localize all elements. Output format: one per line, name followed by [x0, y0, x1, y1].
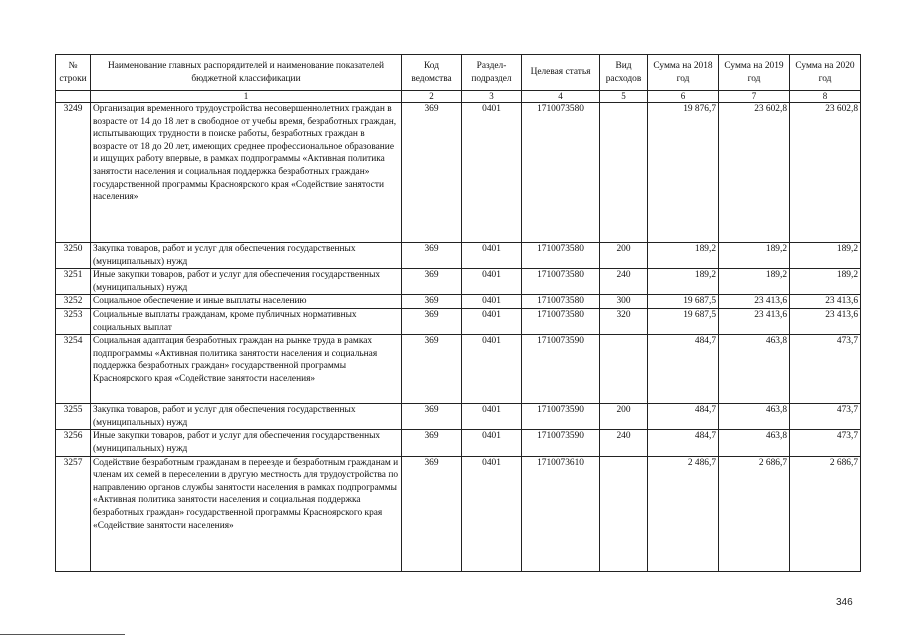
row-sum-2019: 23 602,8: [719, 103, 790, 243]
column-number: 5: [600, 91, 648, 103]
row-dept-code: 369: [402, 103, 462, 243]
row-target-article: 1710073580: [522, 243, 600, 269]
header-row-number: № строки: [56, 55, 91, 91]
column-number: 4: [522, 91, 600, 103]
row-dept-code: 369: [402, 243, 462, 269]
row-expense-type: 240: [600, 269, 648, 295]
row-expense-type: 300: [600, 295, 648, 309]
row-sum-2018: 189,2: [648, 243, 719, 269]
row-number: 3254: [56, 335, 91, 404]
row-expense-type: [600, 335, 648, 404]
budget-table: [55, 54, 861, 572]
row-sum-2018: 19 687,5: [648, 308, 719, 334]
row-sum-2019: 463,8: [719, 430, 790, 456]
header-name: Наименование главных распорядителей и наименование показателей бюджетной классификации: [91, 55, 402, 91]
row-sum-2020: 189,2: [790, 243, 861, 269]
row-name: Содействие безработным гражданам в переезде и безработным гражданам и членам их семей в переселении в другую местность для трудоустройства по направлению органов службы занятости населения в рамках подпрограммы «Активная политика занятости населения и социальная поддержка безработных граждан» государственной программы Красноярского края «Содействие занятости населения»: [91, 456, 402, 571]
column-number-row: [56, 91, 861, 103]
row-name: Социальная адаптация безработных граждан на рынке труда в рамках подпрограммы «Активная политика занятости населения и социальная поддержка безработных граждан» государственной программы Красноярского края «Содействие занятости населения»: [91, 335, 402, 404]
row-sum-2018: 189,2: [648, 269, 719, 295]
row-dept-code: 369: [402, 456, 462, 571]
row-expense-type: [600, 103, 648, 243]
row-sum-2018: 484,7: [648, 335, 719, 404]
column-number: [56, 91, 91, 103]
row-section: 0401: [462, 295, 522, 309]
row-target-article: 1710073580: [522, 295, 600, 309]
header-row: [56, 55, 861, 91]
row-sum-2019: 2 686,7: [719, 456, 790, 571]
table-row: [56, 243, 861, 269]
row-sum-2020: 473,7: [790, 404, 861, 430]
table-row: [56, 308, 861, 334]
row-name: Закупка товаров, работ и услуг для обеспечения государственных (муниципальных) нужд: [91, 243, 402, 269]
row-target-article: 1710073590: [522, 404, 600, 430]
row-number: 3257: [56, 456, 91, 571]
row-number: 3255: [56, 404, 91, 430]
header-sum-2019: Сумма на 2019 год: [719, 55, 790, 91]
row-name: Закупка товаров, работ и услуг для обеспечения государственных (муниципальных) нужд: [91, 404, 402, 430]
row-name: Организация временного трудоустройства несовершеннолетних граждан в возрасте от 14 до 18 лет в свободное от учебы время, безработных граждан, испытывающих трудности в поиске работы, безработных граждан в возрасте от 18 до 20 лет, имеющих среднее профессиональное образование и ищущих работу впервые, в рамках подпрограммы «Активная политика занятости населения и социальная поддержка безработных граждан» государственной программы Красноярского края «Содействие занятости населения»: [91, 103, 402, 243]
row-dept-code: 369: [402, 404, 462, 430]
row-section: 0401: [462, 103, 522, 243]
table-row: [56, 103, 861, 243]
row-target-article: 1710073610: [522, 456, 600, 571]
table-row: [56, 404, 861, 430]
table-row: [56, 430, 861, 456]
row-section: 0401: [462, 308, 522, 334]
row-sum-2019: 23 413,6: [719, 308, 790, 334]
row-number: 3253: [56, 308, 91, 334]
row-expense-type: 320: [600, 308, 648, 334]
row-section: 0401: [462, 404, 522, 430]
row-target-article: 1710073580: [522, 269, 600, 295]
row-sum-2018: 484,7: [648, 430, 719, 456]
header-section: Раздел-подраздел: [462, 55, 522, 91]
row-number: 3249: [56, 103, 91, 243]
row-dept-code: 369: [402, 269, 462, 295]
table-row: [56, 295, 861, 309]
header-target-article: Целевая статья: [522, 55, 600, 91]
row-sum-2018: 2 486,7: [648, 456, 719, 571]
table-row: [56, 335, 861, 404]
row-sum-2019: 23 413,6: [719, 295, 790, 309]
column-number: 3: [462, 91, 522, 103]
row-section: 0401: [462, 456, 522, 571]
column-number: 8: [790, 91, 861, 103]
row-sum-2018: 19 876,7: [648, 103, 719, 243]
table-row: [56, 456, 861, 571]
header-dept-code: Код ведомства: [402, 55, 462, 91]
row-sum-2019: 463,8: [719, 404, 790, 430]
row-number: 3250: [56, 243, 91, 269]
column-number: 6: [648, 91, 719, 103]
row-name: Иные закупки товаров, работ и услуг для обеспечения государственных (муниципальных) нужд: [91, 269, 402, 295]
row-sum-2020: 189,2: [790, 269, 861, 295]
row-target-article: 1710073580: [522, 103, 600, 243]
column-number: 1: [91, 91, 402, 103]
column-number: 2: [402, 91, 462, 103]
column-number: 7: [719, 91, 790, 103]
row-section: 0401: [462, 243, 522, 269]
row-sum-2020: 23 413,6: [790, 308, 861, 334]
row-sum-2018: 484,7: [648, 404, 719, 430]
row-sum-2020: 2 686,7: [790, 456, 861, 571]
row-number: 3252: [56, 295, 91, 309]
row-dept-code: 369: [402, 430, 462, 456]
row-number: 3251: [56, 269, 91, 295]
row-section: 0401: [462, 430, 522, 456]
footer-rule: [0, 634, 125, 635]
header-sum-2020: Сумма на 2020 год: [790, 55, 861, 91]
header-sum-2018: Сумма на 2018 год: [648, 55, 719, 91]
table-row: [56, 269, 861, 295]
row-sum-2020: 473,7: [790, 335, 861, 404]
row-name: Социальные выплаты гражданам, кроме публичных нормативных социальных выплат: [91, 308, 402, 334]
row-sum-2020: 23 413,6: [790, 295, 861, 309]
row-name: Иные закупки товаров, работ и услуг для обеспечения государственных (муниципальных) нужд: [91, 430, 402, 456]
row-target-article: 1710073580: [522, 308, 600, 334]
row-section: 0401: [462, 335, 522, 404]
row-dept-code: 369: [402, 295, 462, 309]
row-dept-code: 369: [402, 308, 462, 334]
row-expense-type: 200: [600, 243, 648, 269]
row-sum-2020: 23 602,8: [790, 103, 861, 243]
row-target-article: 1710073590: [522, 335, 600, 404]
row-sum-2019: 189,2: [719, 269, 790, 295]
row-expense-type: [600, 456, 648, 571]
row-name: Социальное обеспечение и иные выплаты населению: [91, 295, 402, 309]
row-sum-2020: 473,7: [790, 430, 861, 456]
row-sum-2018: 19 687,5: [648, 295, 719, 309]
row-sum-2019: 463,8: [719, 335, 790, 404]
row-expense-type: 200: [600, 404, 648, 430]
row-expense-type: 240: [600, 430, 648, 456]
header-expense-type: Вид расходов: [600, 55, 648, 91]
row-target-article: 1710073590: [522, 430, 600, 456]
page-number: 346: [836, 597, 853, 608]
row-dept-code: 369: [402, 335, 462, 404]
row-section: 0401: [462, 269, 522, 295]
row-number: 3256: [56, 430, 91, 456]
row-sum-2019: 189,2: [719, 243, 790, 269]
